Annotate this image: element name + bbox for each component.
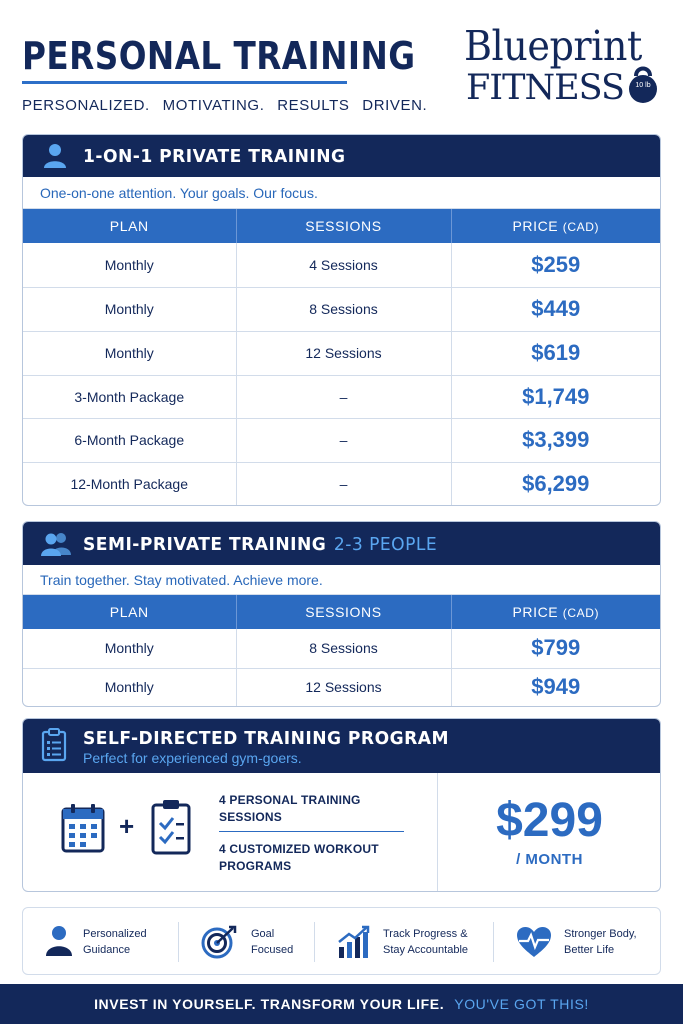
table-row xyxy=(23,287,660,331)
self-directed-item-programs xyxy=(219,841,379,875)
table-row xyxy=(23,243,660,287)
plan-cell: Monthly xyxy=(23,331,236,375)
sessions-cell: – xyxy=(236,375,451,418)
price-header-label: PRICE xyxy=(512,218,559,234)
person-icon xyxy=(45,925,73,962)
private-training-header xyxy=(23,135,660,177)
semi-private-training-card xyxy=(22,521,661,707)
benefit-label xyxy=(564,926,637,958)
price-cell: $799 xyxy=(451,629,660,668)
benefits-strip xyxy=(22,907,661,975)
benefit-line: Track Progress & xyxy=(383,928,468,940)
price-cell: $6,299 xyxy=(522,470,590,496)
chart-growth-icon xyxy=(337,925,371,964)
plan-column-header: PLAN xyxy=(23,595,236,629)
item-line: 4 CUSTOMIZED WORKOUT xyxy=(219,842,379,856)
plus-sign: + xyxy=(119,811,135,841)
self-directed-card xyxy=(22,718,661,892)
sessions-cell: 12 Sessions xyxy=(236,331,451,375)
person-icon xyxy=(43,143,67,174)
table-header-row xyxy=(23,595,660,629)
page-header xyxy=(0,0,683,128)
sessions-cell: – xyxy=(236,418,451,462)
semi-private-training-title xyxy=(83,534,437,555)
semi-private-title-text: SEMI-PRIVATE TRAINING xyxy=(83,534,327,555)
benefit-line: Better Life xyxy=(564,944,615,956)
table-row xyxy=(23,668,660,706)
price-cell: $449 xyxy=(451,287,660,331)
clipboard-icon xyxy=(41,728,67,767)
plan-cell: Monthly xyxy=(23,668,236,706)
footer-accent: YOU'VE GOT THIS! xyxy=(454,996,589,1012)
sessions-cell: 4 Sessions xyxy=(236,243,451,287)
benefit-line: Goal xyxy=(251,928,275,940)
heart-pulse-icon xyxy=(516,926,552,963)
sessions-column-header: SESSIONS xyxy=(236,595,451,629)
private-training-title: 1-ON-1 PRIVATE TRAINING xyxy=(83,146,346,167)
benefit-track-progress xyxy=(315,908,493,976)
price-column-header xyxy=(451,209,660,243)
price-header-unit: (CAD) xyxy=(562,606,600,620)
table-row xyxy=(23,629,660,668)
item-line: 4 PERSONAL TRAINING xyxy=(219,793,361,807)
benefit-goal xyxy=(179,908,314,976)
price-cell: $3,399 xyxy=(451,418,660,462)
semi-private-training-header xyxy=(23,522,660,565)
page-tagline: PERSONALIZED. MOTIVATING. RESULTS DRIVEN. xyxy=(22,97,428,114)
benefit-line: Focused xyxy=(251,944,294,956)
item-line: SESSIONS xyxy=(219,810,282,824)
self-directed-title: SELF-DIRECTED TRAINING PROGRAM xyxy=(83,728,449,749)
private-training-subtitle: One-on-one attention. Your goals. Our focus. xyxy=(23,177,660,209)
semi-private-group-size: 2-3 PEOPLE xyxy=(333,534,438,555)
brand-name-top: Blueprint xyxy=(464,22,642,70)
sessions-cell: – xyxy=(236,462,451,505)
private-pricing-table xyxy=(23,209,660,505)
price-cell: $619 xyxy=(451,331,660,375)
price-period: / MONTH xyxy=(516,851,583,868)
brand-logo xyxy=(464,22,664,106)
sessions-cell: 12 Sessions xyxy=(236,668,451,706)
table-row xyxy=(23,462,660,505)
plan-cell: 3-Month Package xyxy=(23,375,236,418)
benefit-line: Stronger Body, xyxy=(564,928,637,940)
plan-column-header: PLAN xyxy=(23,209,236,243)
semi-private-training-subtitle: Train together. Stay motivated. Achieve more. xyxy=(23,565,660,595)
benefit-stronger-body xyxy=(494,908,661,976)
self-directed-body xyxy=(23,773,660,891)
private-training-card xyxy=(22,134,661,506)
benefit-label xyxy=(383,926,468,958)
price-header-label: PRICE xyxy=(512,604,559,620)
item-line: PROGRAMS xyxy=(219,859,292,873)
plan-cell: Monthly xyxy=(23,243,236,287)
footer-message: INVEST IN YOURSELF. TRANSFORM YOUR LIFE. xyxy=(94,996,445,1012)
price-cell: $1,749 xyxy=(451,375,660,418)
price-column-header xyxy=(451,595,660,629)
item-divider xyxy=(219,831,404,832)
self-directed-price: $299 xyxy=(496,794,603,847)
plan-cell: 12-Month Package xyxy=(23,462,236,505)
footer-banner xyxy=(0,984,683,1024)
table-header-row xyxy=(23,209,660,243)
price-cell: $259 xyxy=(451,243,660,287)
benefit-line: Personalized xyxy=(83,928,147,940)
group-icon xyxy=(40,532,72,561)
plan-cell: 6-Month Package xyxy=(23,418,236,462)
benefit-line: Stay Accountable xyxy=(383,944,469,956)
kettlebell-label: 10 lb xyxy=(635,82,651,89)
sessions-cell: 8 Sessions xyxy=(236,629,451,668)
self-directed-header xyxy=(23,719,660,773)
sessions-cell: 8 Sessions xyxy=(236,287,451,331)
price-cell: $949 xyxy=(531,674,581,700)
calendar-icon xyxy=(61,803,105,858)
benefit-label xyxy=(251,926,293,958)
title-underline xyxy=(22,81,347,84)
sessions-column-header: SESSIONS xyxy=(236,209,451,243)
table-row xyxy=(23,375,660,418)
brand-name-bottom: FITNESS xyxy=(466,68,624,108)
self-directed-item-sessions xyxy=(219,792,361,826)
plan-cell: Monthly xyxy=(23,629,236,668)
plan-cell: Monthly xyxy=(23,287,236,331)
target-icon xyxy=(201,925,237,964)
price-header-unit: (CAD) xyxy=(562,220,600,234)
semi-private-pricing-table xyxy=(23,595,660,706)
table-row xyxy=(23,331,660,375)
table-row xyxy=(23,418,660,462)
benefit-personalized xyxy=(23,908,178,976)
page-title: PERSONAL TRAINING xyxy=(22,34,416,78)
kettlebell-icon xyxy=(627,62,659,104)
self-directed-subtitle: Perfect for experienced gym-goers. xyxy=(83,750,302,766)
checklist-icon xyxy=(151,799,191,860)
benefit-line: Guidance xyxy=(83,944,131,956)
benefit-label xyxy=(83,926,147,958)
